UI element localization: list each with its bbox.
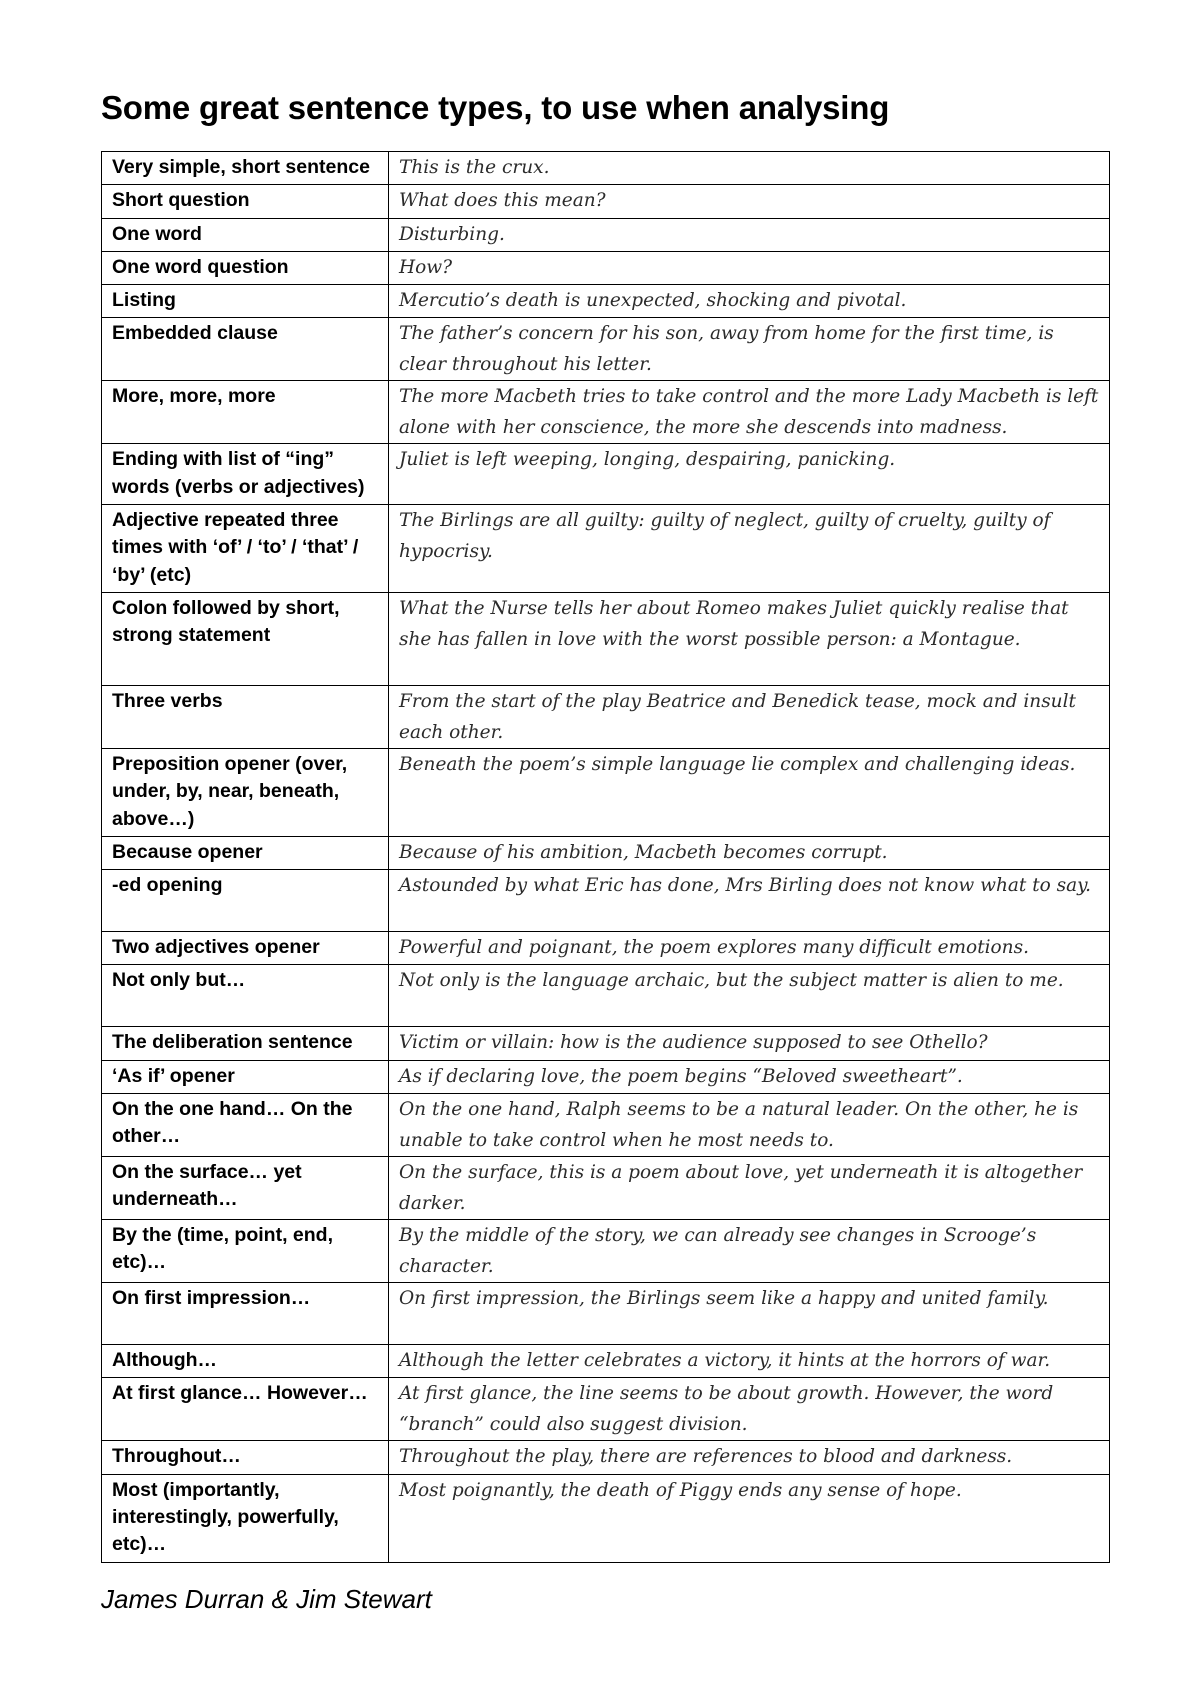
table-row xyxy=(102,185,1110,218)
sentence-type: Because opener xyxy=(102,836,389,869)
sentence-example: Beneath the poem’s simple language lie complex and challenging ideas. xyxy=(389,748,1110,836)
sentence-types-body xyxy=(102,152,1110,1563)
sentence-example: Juliet is left weeping, longing, despairing, panicking. xyxy=(389,444,1110,505)
sentence-example: From the start of the play Beatrice and Benedick tease, mock and insult each other. xyxy=(389,685,1110,748)
sentence-type: Embedded clause xyxy=(102,318,389,381)
table-row xyxy=(102,381,1110,444)
table-row xyxy=(102,444,1110,505)
sentence-type: Listing xyxy=(102,285,389,318)
table-row xyxy=(102,152,1110,185)
sentence-example: Not only is the language archaic, but the subject matter is alien to me. xyxy=(389,965,1110,1027)
table-row xyxy=(102,1220,1110,1283)
sentence-type: The deliberation sentence xyxy=(102,1027,389,1060)
sentence-example: How? xyxy=(389,251,1110,284)
sentence-example: Victim or villain: how is the audience supposed to see Othello? xyxy=(389,1027,1110,1060)
sentence-type: Although… xyxy=(102,1345,389,1378)
sentence-example: At first glance, the line seems to be about growth. However, the word “branch” could also suggest division. xyxy=(389,1378,1110,1441)
sentence-type: One word xyxy=(102,218,389,251)
table-row xyxy=(102,318,1110,381)
sentence-type: Adjective repeated three times with ‘of’ / ‘to’ / ‘that’ / ‘by’ (etc) xyxy=(102,505,389,593)
table-row xyxy=(102,965,1110,1027)
sentence-example: This is the crux. xyxy=(389,152,1110,185)
sentence-type: Very simple, short sentence xyxy=(102,152,389,185)
table-row xyxy=(102,1027,1110,1060)
sentence-type: On first impression… xyxy=(102,1283,389,1345)
table-row xyxy=(102,251,1110,284)
table-row xyxy=(102,1441,1110,1474)
sentence-type: Preposition opener (over, under, by, near, beneath, above…) xyxy=(102,748,389,836)
sentence-types-table xyxy=(101,151,1110,1563)
sentence-example: What the Nurse tells her about Romeo makes Juliet quickly realise that she has fallen in love with the worst possible person: a Montague. xyxy=(389,592,1110,685)
table-row xyxy=(102,932,1110,965)
sentence-example: Most poignantly, the death of Piggy ends any sense of hope. xyxy=(389,1474,1110,1562)
table-row xyxy=(102,870,1110,932)
sentence-type: -ed opening xyxy=(102,870,389,932)
table-row xyxy=(102,1474,1110,1562)
sentence-example: Throughout the play, there are references to blood and darkness. xyxy=(389,1441,1110,1474)
sentence-type: On the surface… yet underneath… xyxy=(102,1157,389,1220)
table-row xyxy=(102,505,1110,593)
table-row xyxy=(102,592,1110,685)
table-row xyxy=(102,685,1110,748)
sentence-type: On the one hand… On the other… xyxy=(102,1094,389,1157)
sentence-type: At first glance… However… xyxy=(102,1378,389,1441)
sentence-example: The Birlings are all guilty: guilty of neglect, guilty of cruelty, guilty of hypocrisy. xyxy=(389,505,1110,593)
sentence-type: Ending with list of “ing” words (verbs or adjectives) xyxy=(102,444,389,505)
sentence-example: Although the letter celebrates a victory, it hints at the horrors of war. xyxy=(389,1345,1110,1378)
sentence-example: Astounded by what Eric has done, Mrs Birling does not know what to say. xyxy=(389,870,1110,932)
table-row xyxy=(102,748,1110,836)
sentence-type: Short question xyxy=(102,185,389,218)
table-row xyxy=(102,1283,1110,1345)
table-row xyxy=(102,1060,1110,1093)
sentence-type: Three verbs xyxy=(102,685,389,748)
table-row xyxy=(102,218,1110,251)
sentence-type: Most (importantly, interestingly, powerfully, etc)… xyxy=(102,1474,389,1562)
sentence-type: By the (time, point, end, etc)… xyxy=(102,1220,389,1283)
table-row xyxy=(102,285,1110,318)
table-row xyxy=(102,1345,1110,1378)
table-row xyxy=(102,836,1110,869)
sentence-type: Throughout… xyxy=(102,1441,389,1474)
sentence-example: On first impression, the Birlings seem like a happy and united family. xyxy=(389,1283,1110,1345)
sentence-example: Disturbing. xyxy=(389,218,1110,251)
page-title: Some great sentence types, to use when analysing xyxy=(101,89,890,126)
author-credit: James Durran & Jim Stewart xyxy=(101,1584,432,1614)
sentence-type: More, more, more xyxy=(102,381,389,444)
sentence-type: One word question xyxy=(102,251,389,284)
sentence-type: Colon followed by short, strong statement xyxy=(102,592,389,685)
sentence-example: Mercutio’s death is unexpected, shocking and pivotal. xyxy=(389,285,1110,318)
sentence-type: ‘As if’ opener xyxy=(102,1060,389,1093)
table-row xyxy=(102,1378,1110,1441)
sentence-example: What does this mean? xyxy=(389,185,1110,218)
table-row xyxy=(102,1157,1110,1220)
sentence-example: Because of his ambition, Macbeth becomes corrupt. xyxy=(389,836,1110,869)
sentence-type: Two adjectives opener xyxy=(102,932,389,965)
sentence-example: As if declaring love, the poem begins “Beloved sweetheart”. xyxy=(389,1060,1110,1093)
sentence-example: On the one hand, Ralph seems to be a natural leader. On the other, he is unable to take control when he most needs to. xyxy=(389,1094,1110,1157)
sentence-example: On the surface, this is a poem about love, yet underneath it is altogether darker. xyxy=(389,1157,1110,1220)
table-row xyxy=(102,1094,1110,1157)
sentence-example: The father’s concern for his son, away from home for the first time, is clear throughout his letter. xyxy=(389,318,1110,381)
sentence-example: The more Macbeth tries to take control and the more Lady Macbeth is left alone with her conscience, the more she descends into madness. xyxy=(389,381,1110,444)
sentence-example: Powerful and poignant, the poem explores many difficult emotions. xyxy=(389,932,1110,965)
sentence-type: Not only but… xyxy=(102,965,389,1027)
sentence-example: By the middle of the story, we can already see changes in Scrooge’s character. xyxy=(389,1220,1110,1283)
